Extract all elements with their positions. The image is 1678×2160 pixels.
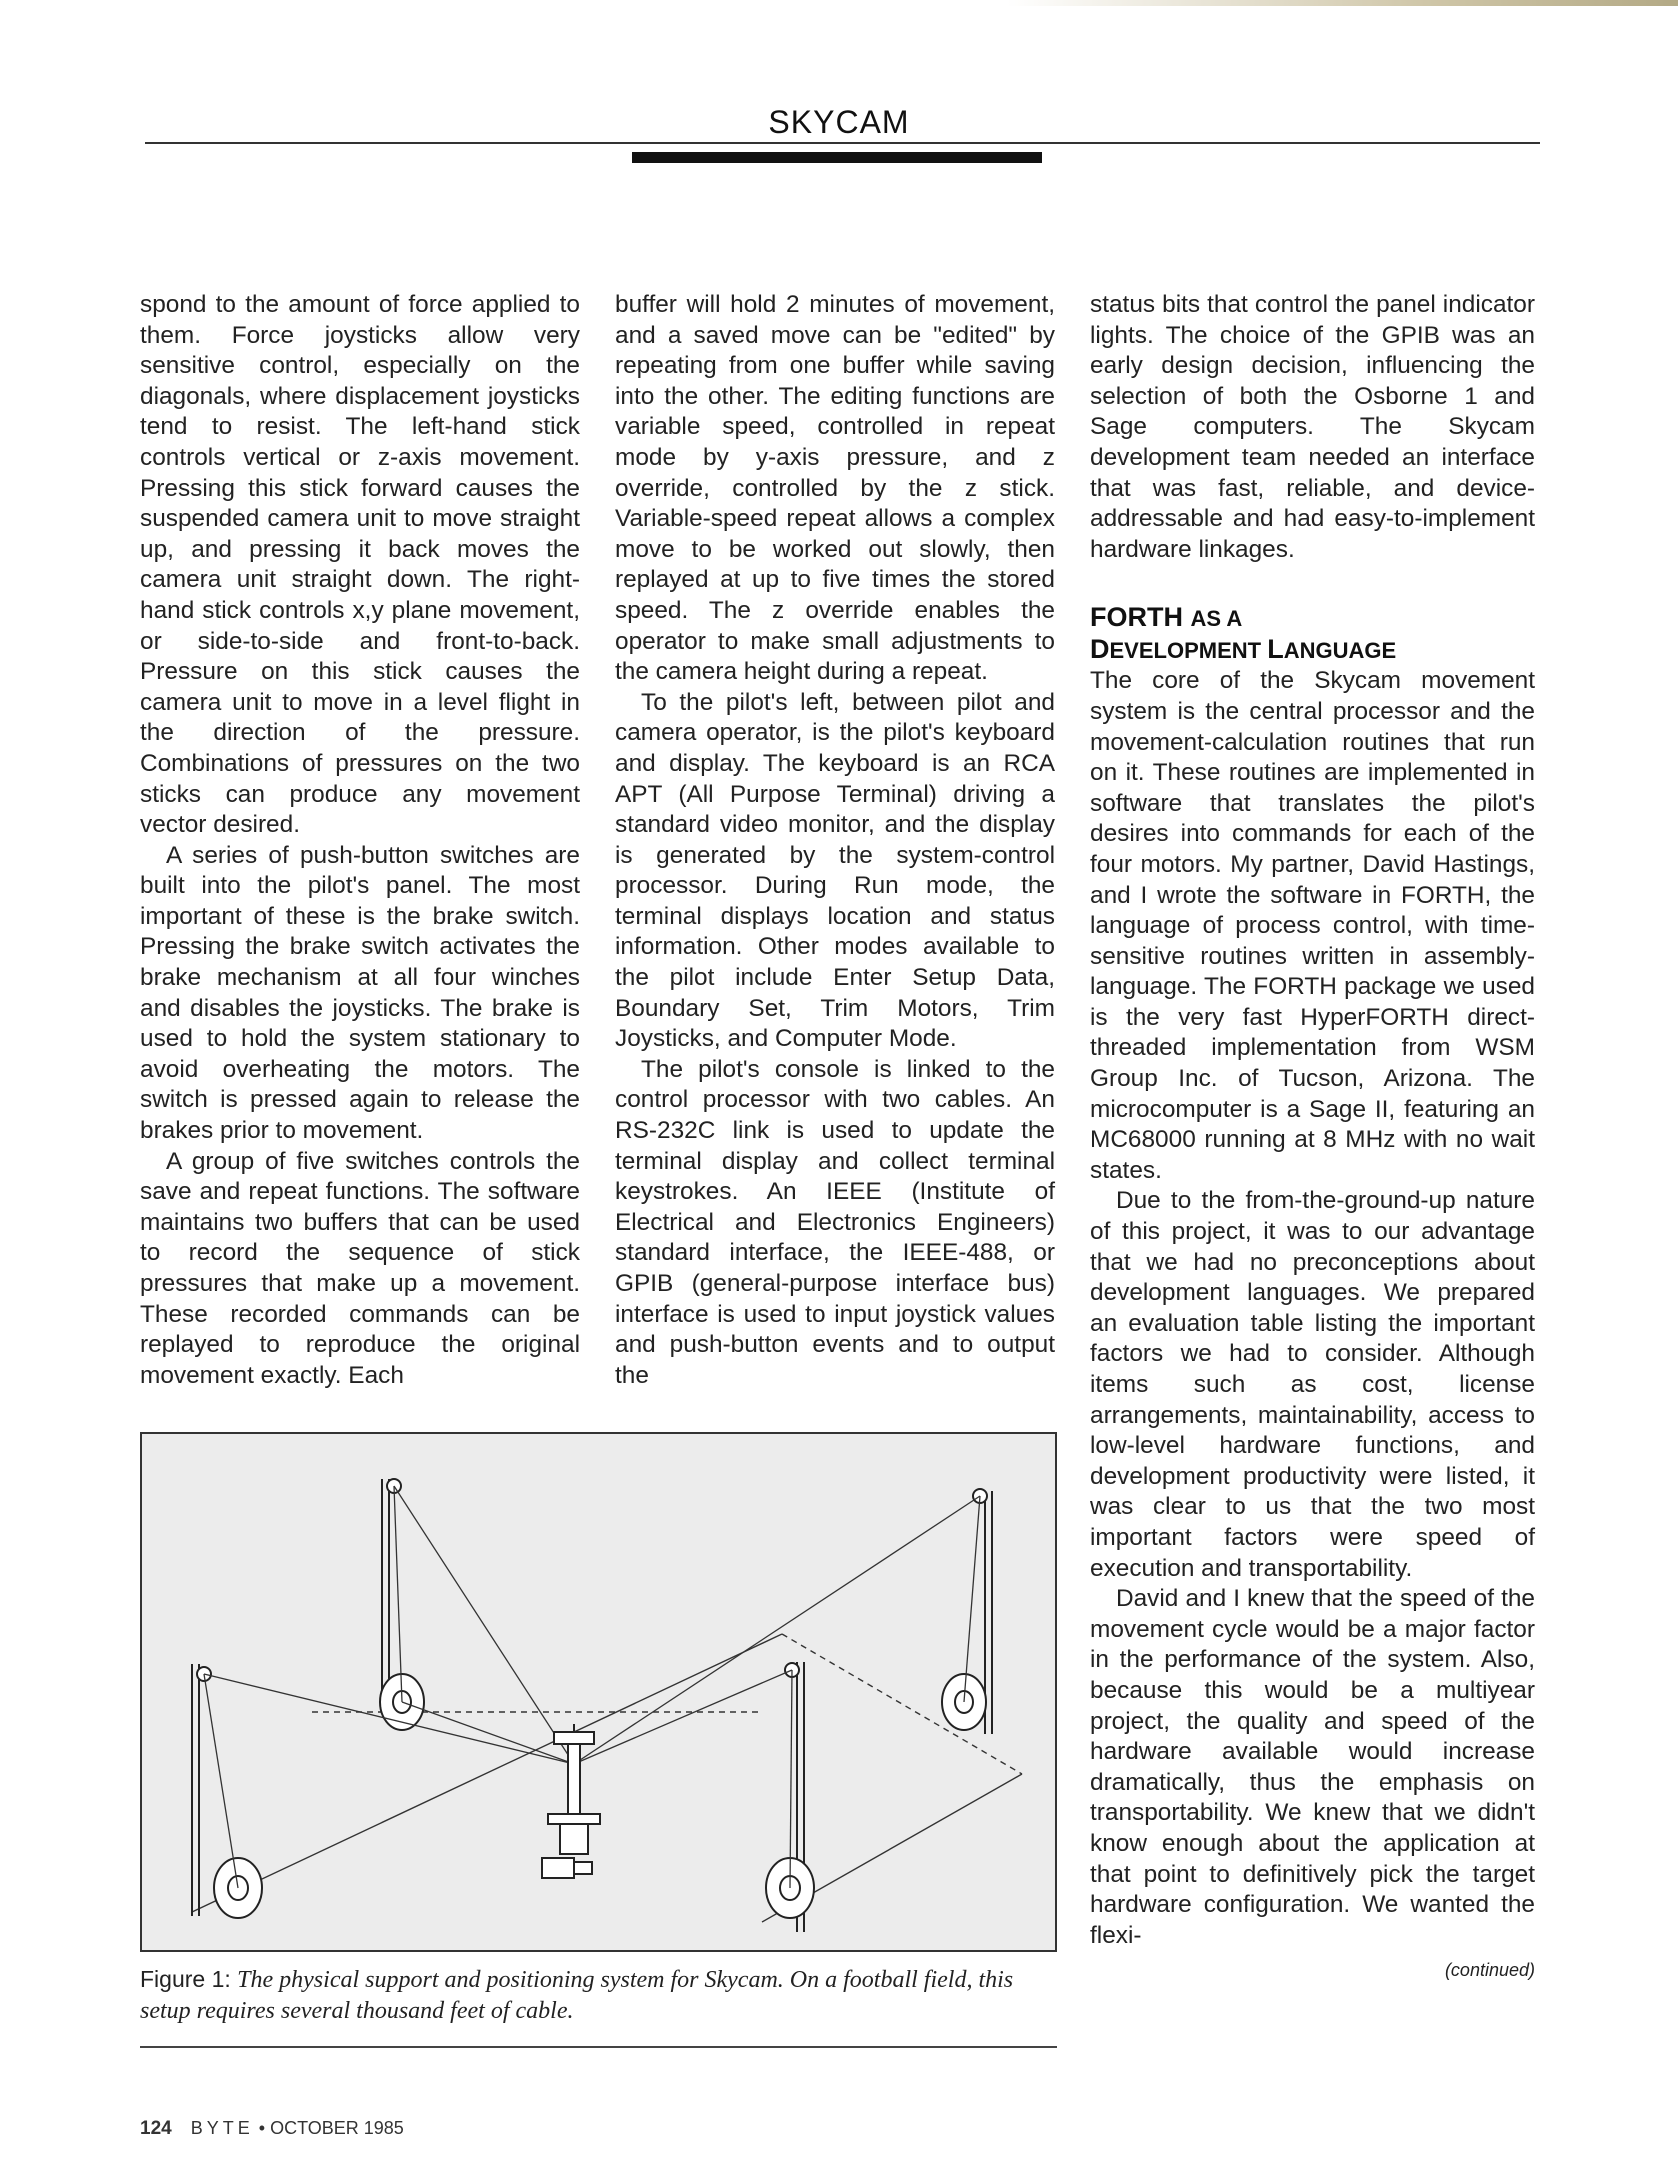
pulleys: [197, 1479, 987, 1681]
heading-part: EVELOPMENT: [1109, 638, 1268, 664]
heading-part: D: [1090, 634, 1110, 665]
winches: [214, 1674, 986, 1918]
column-2: [615, 290, 1055, 1391]
page-number: 124: [140, 2118, 172, 2139]
col1-paragraph-1: spond to the amount of force applied to them. Force joysticks allow very sensitive control, especially on the diagonals, where displacement joysticks tend to resist. The left-hand stick controls vertical or z-axis movement. Pressing this stick forward causes the suspended camera unit to move straight up, and pressing it back moves the camera unit straight down. The right-hand stick controls x,y plane movement, or side-to-side and front-to-back. Pressure on this stick causes the camera unit to move in a level flight in the direction of the pressure. Combinations of pressures on the two sticks can produce any movement vector desired.: [140, 291, 580, 839]
col3-paragraph-3: Due to the from-the-ground-up nature of this project, it was to our advantage that we had no preconceptions about development languages. We prepared an evaluation table listing the important factors we had to consider. Although items such as cost, license arrangements, maintainability, access to low-level hardware functions, and development productivity were listed, it was clear to us that the two most important factors were speed of execution and transportability.: [1090, 1187, 1535, 1582]
page-edge: [0, 0, 1678, 6]
col2-paragraph-1: buffer will hold 2 minutes of movement, and a saved move can be "edited" by repeating from one buffer while saving into the other. The editing functions are variable speed, controlled in repeat mode by y-axis pressure, and z override, controlled by the z stick. Variable-speed repeat allows a complex move to be worked out slowly, then replayed at up to five times the stored speed. The z override enables the operator to make small adjustments to the camera height during a repeat.: [615, 291, 1055, 686]
ground-lines: [192, 1634, 1022, 1922]
figure-label: Figure 1:: [140, 1966, 238, 1992]
header-bar: [632, 152, 1042, 163]
col1-paragraph-3: A group of five switches controls the save and repeat functions. The software maintains two buffers that can be used to record the sequence of stick pressures that make up a movement. These recorded commands can be replayed to reproduce the original movement exactly. Each: [140, 1147, 580, 1389]
col3-paragraph-2: The core of the Skycam movement system is the central processor and the movement-calculation routines that run on it. These routines are implemented in software that translates the pilot's desires into commands for each of the four motors. My partner, David Hastings, and I wrote the software in FORTH, the language of process control, with time-sensitive routines written in assembly-language. The FORTH package we used is the very fast HyperFORTH direct-threaded implementation from WSM Group Inc. of Tucson, Arizona. The microcomputer is a Sage II, featuring an MC68000 running at 8 MHz with no wait states.: [1090, 667, 1535, 1184]
column-1: [140, 290, 580, 1391]
figure-1-illustration: [140, 1432, 1057, 1952]
footer-separator: •: [258, 2118, 266, 2138]
cables: [204, 1486, 980, 1888]
col1-paragraph-2: A series of push-button switches are built into the pilot's panel. The most important of these is the brake switch. Pressing the brake switch activates the brake mechanism at all four winches and disables the joysticks. The brake is used to hold the system stationary to avoid overheating the motors. The switch is pressed again to release the brakes prior to movement.: [140, 841, 580, 1145]
column-3: [1090, 290, 1535, 1986]
heading-part: AS A: [1190, 606, 1243, 632]
col2-paragraph-3: The pilot's console is linked to the control processor with two cables. An RS-232C link is used to update the terminal display and collect terminal keystrokes. An IEEE (Institute of Electrical and Electronics Engineers) standard interface, the IEEE-488, or GPIB (general-purpose interface bus) interface is used to input joystick values and push-button events and to output the: [615, 1055, 1055, 1389]
figure-caption-text: The physical support and positioning system for Skycam. On a football field, this setup requires several thousand feet of cable.: [140, 1967, 1014, 2024]
heading-part: FORTH: [1090, 602, 1191, 633]
section-heading: [1090, 602, 1535, 666]
page-header-title: SKYCAM: [768, 104, 910, 140]
col2-paragraph-2: To the pilot's left, between pilot and camera operator, is the pilot's keyboard and display. The keyboard is an RCA APT (All Purpose Terminal) driving a standard video monitor, and the display is generated by the system-control processor. During Run mode, the terminal displays location and status information. Other modes available to the pilot include Enter Setup Data, Boundary Set, Trim Motors, Trim Joysticks, and Computer Mode.: [615, 688, 1055, 1053]
figure-caption: [140, 1964, 1057, 2026]
heading-part: ANGUAGE: [1283, 638, 1397, 664]
magazine-name: BYTE: [190, 2118, 254, 2138]
page-footer: [140, 2118, 404, 2140]
caption-rule: [140, 2046, 1057, 2048]
skycam-diagram: [142, 1434, 1055, 1950]
col3-paragraph-4: David and I knew that the speed of the movement cycle would be a major factor in the performance of the system. Also, because this would be a multiyear project, the quality and speed of the hardware available would increase dramatically, thus the emphasis on transportability. We knew that we didn't know enough about the application at that point to definitively pick the target hardware configuration. We wanted the flexi-: [1090, 1585, 1535, 1949]
header-rule: [145, 142, 1540, 144]
issue-date: OCTOBER 1985: [270, 2118, 404, 2138]
heading-part: L: [1267, 634, 1284, 665]
camera-unit: [542, 1724, 600, 1878]
continued-note: (continued): [1444, 1960, 1535, 1981]
col3-paragraph-1: status bits that control the panel indicator lights. The choice of the GPIB was an early design decision, influencing the selection of both the Osborne 1 and Sage computers. The Skycam development team needed an interface that was fast, reliable, and device-addressable and had easy-to-implement hardware linkages.: [1090, 291, 1535, 563]
